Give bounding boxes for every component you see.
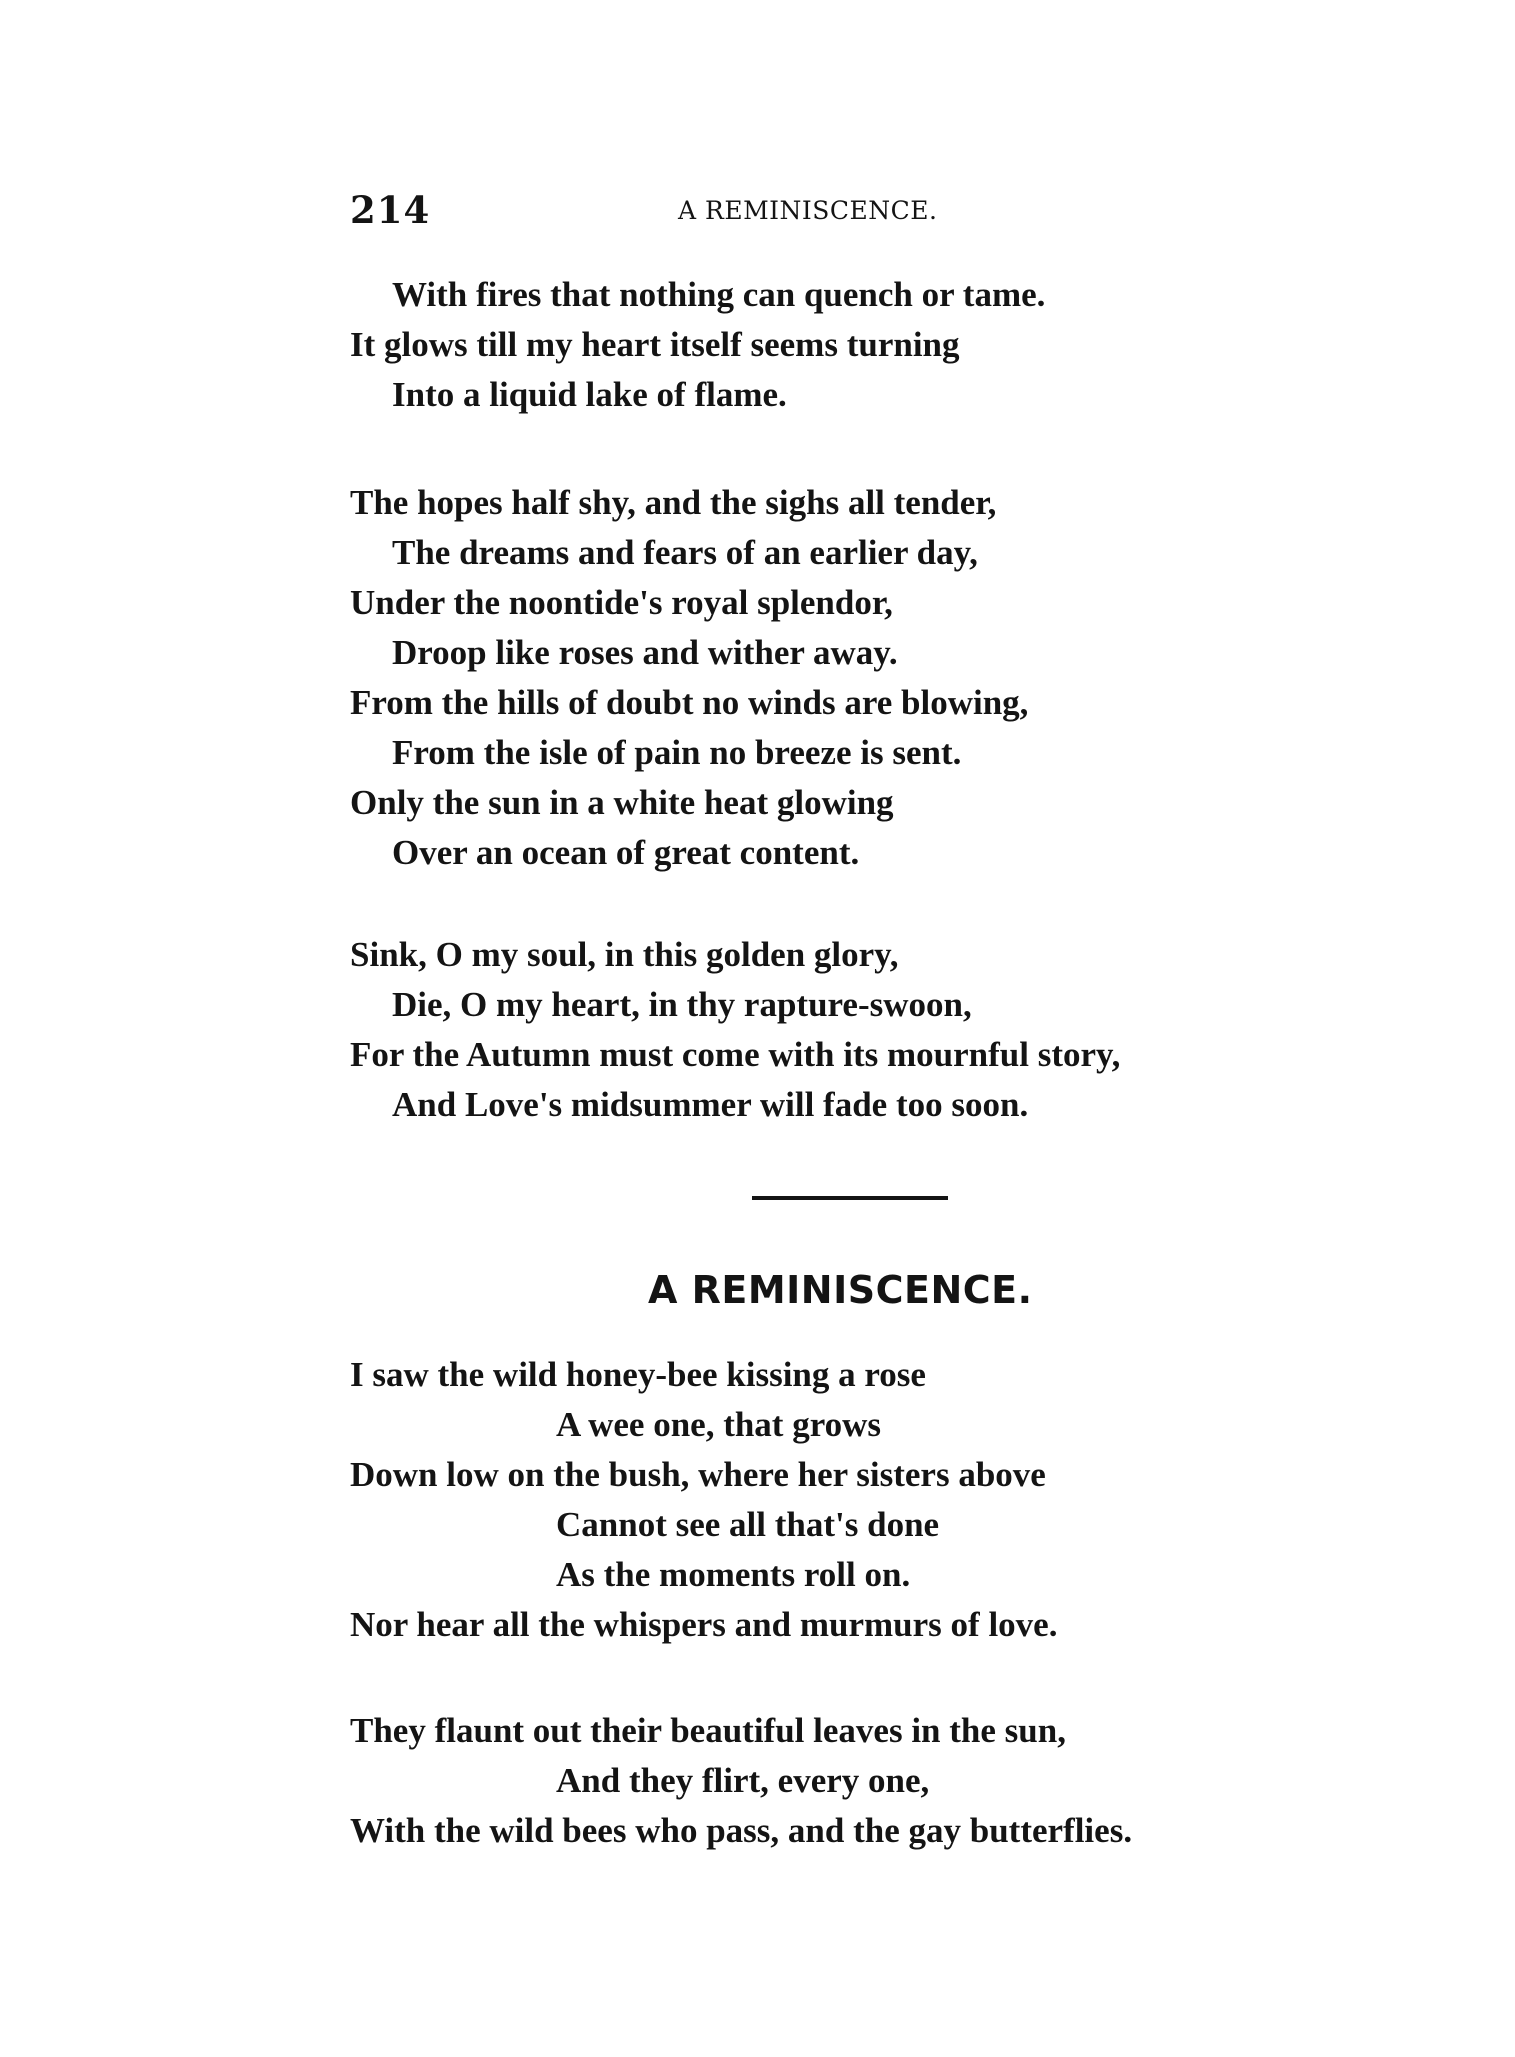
poem-line: The dreams and fears of an earlier day, xyxy=(392,533,978,572)
poem-line: It glows till my heart itself seems turning xyxy=(350,325,960,364)
poem-line: From the hills of doubt no winds are blowing, xyxy=(350,683,1029,722)
poem-line: And Love's midsummer will fade too soon. xyxy=(392,1085,1029,1124)
running-head: A REMINISCENCE. xyxy=(678,196,938,225)
poem-line: Sink, O my soul, in this golden glory, xyxy=(350,935,899,974)
poem-line: Down low on the bush, where her sisters above xyxy=(350,1455,1046,1494)
stanza xyxy=(350,270,1045,420)
poem-line: Over an ocean of great content. xyxy=(392,833,860,872)
poem-line: With the wild bees who pass, and the gay butterflies. xyxy=(350,1811,1133,1850)
stanza xyxy=(350,478,1028,878)
poem-line: And they flirt, every one, xyxy=(556,1761,930,1800)
poem-line: They flaunt out their beautiful leaves in the sun, xyxy=(350,1711,1066,1750)
stanza xyxy=(350,1706,1132,1856)
poem-line: I saw the wild honey-bee kissing a rose xyxy=(350,1355,926,1394)
poem-line: Die, O my heart, in thy rapture-swoon, xyxy=(392,985,972,1024)
poem-line: Droop like roses and wither away. xyxy=(392,633,898,672)
poem-line: With fires that nothing can quench or tame. xyxy=(392,275,1046,314)
page-number: 214 xyxy=(350,188,431,232)
section-divider xyxy=(752,1196,948,1200)
poem-title: A REMINISCENCE. xyxy=(648,1268,1033,1312)
stanza xyxy=(350,1350,1057,1650)
poem-line: Nor hear all the whispers and murmurs of love. xyxy=(350,1605,1058,1644)
poem-line: Only the sun in a white heat glowing xyxy=(350,783,894,822)
poem-line: Cannot see all that's done xyxy=(556,1505,940,1544)
poem-line: From the isle of pain no breeze is sent. xyxy=(392,733,962,772)
poem-line: A wee one, that grows xyxy=(556,1405,882,1444)
poem-line: As the moments roll on. xyxy=(556,1555,911,1594)
poem-line: Into a liquid lake of flame. xyxy=(392,375,787,414)
page-header xyxy=(350,188,1300,238)
poem-line: The hopes half shy, and the sighs all tender, xyxy=(350,483,997,522)
poem-line: Under the noontide's royal splendor, xyxy=(350,583,893,622)
poem-line: For the Autumn must come with its mournful story, xyxy=(350,1035,1121,1074)
stanza xyxy=(350,930,1120,1130)
